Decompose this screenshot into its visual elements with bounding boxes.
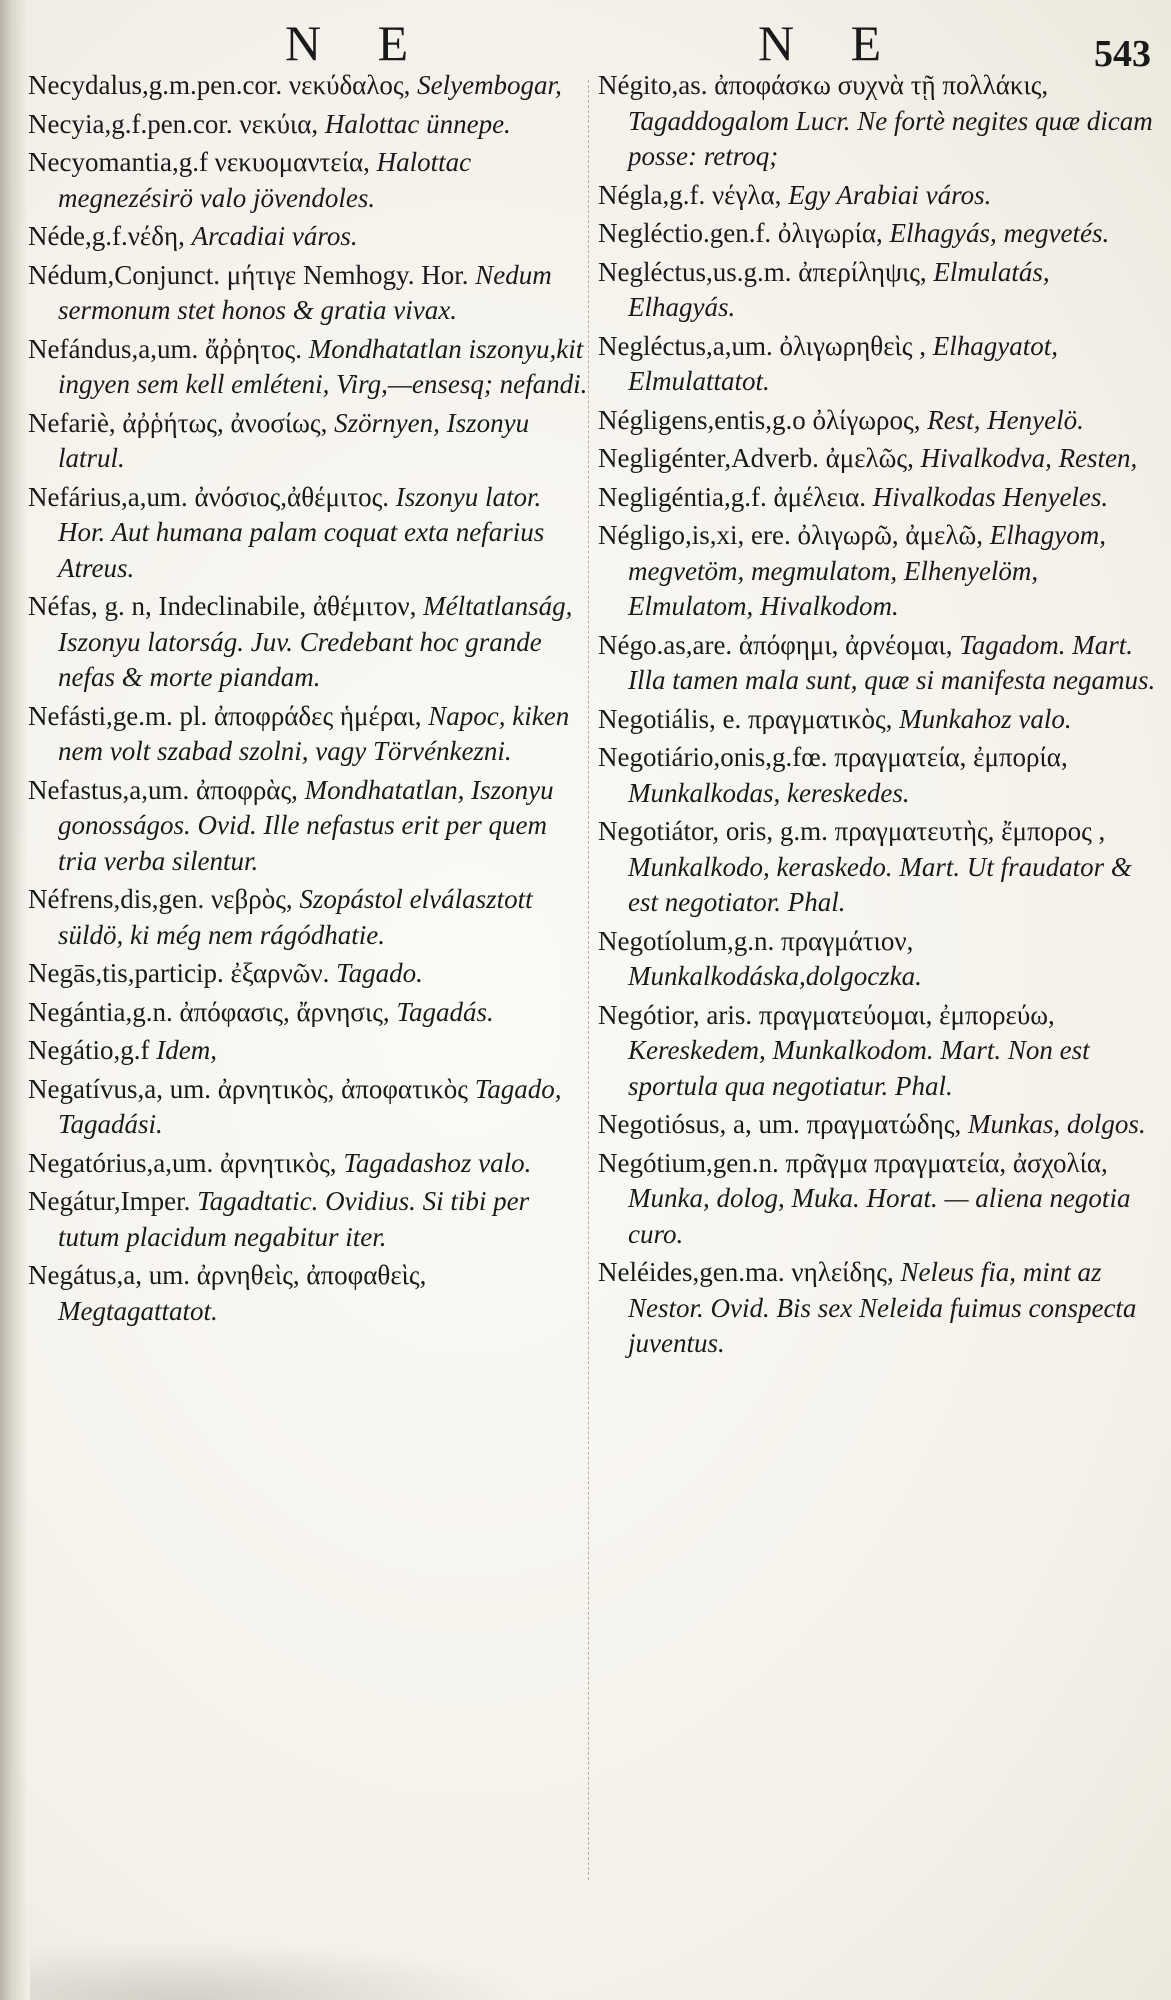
entry-headword: Nefariè, ἀῤῥήτως, ἀνοσίως, (28, 407, 328, 438)
entry-headword: Négligens,entis,g.o ὀλίγωρος, (598, 404, 921, 435)
entry-headword: Negotiósus, a, um. πραγματώδης, (598, 1109, 962, 1139)
dictionary-entry (28, 956, 588, 992)
entry-definition: Munkalkodáska,dolgoczka. (628, 961, 922, 991)
entry-headword: Negátio,g.f (28, 1035, 150, 1065)
dictionary-entry (598, 178, 1158, 214)
dictionary-entry (28, 480, 588, 587)
dictionary-entry (598, 702, 1158, 738)
page-number: 543 (1094, 33, 1151, 75)
entry-definition: Tagadtatic. Ovidius. Si tibi per tutum placidum negabitur iter. (58, 1186, 530, 1252)
entry-headword: Négito,as. ἀποφάσκω συχνὰ τῇ πολλάκις, (598, 70, 1049, 100)
entry-headword: Nédum,Conjunct. μήτιγε Nemhogy. Hor. (28, 259, 469, 290)
entry-headword: Nefándus,a,um. ἄῤῥητος. (28, 333, 302, 364)
entry-headword: Néfas, g. n, Indeclinabile, ἀθέμιτον, (28, 591, 417, 621)
entry-definition: Mondhatatlan, Iszonyu gonosságos. Ovid. Ille nefastus erit per quem tria verba silentur. (58, 774, 554, 876)
book-gutter-shadow (0, 0, 28, 2000)
entry-headword: Néde,g.f.νέδη, (28, 221, 185, 251)
entry-definition: Nedum sermonum stet honos & gratia vivax. (58, 259, 552, 325)
dictionary-entry (598, 68, 1158, 175)
dictionary-entry (28, 589, 588, 696)
entry-definition: Napoc, kiken nem volt szabad szolni, vagy Törvénkezni. (58, 700, 570, 766)
entry-definition: Elhagyom, megvetöm, megmulatom, Elhenyelöm, Elmulatom, Hivalkodom. (628, 520, 1106, 621)
entry-headword: Negotíolum,g.n. πραγμάτιον, (598, 925, 914, 956)
dictionary-entry (598, 740, 1158, 811)
page-header (0, 14, 1171, 74)
entry-definition: Tagadashoz valo. (343, 1147, 532, 1178)
dictionary-entry (598, 1146, 1158, 1253)
entry-headword: Necyia,g.f.pen.cor. νεκύια, (28, 108, 319, 139)
entry-definition: Kereskedem, Munkalkodom. Mart. Non est sportula qua negotiatur. Phal. (628, 1035, 1090, 1101)
entry-definition: Megtagattatot. (58, 1295, 218, 1326)
entry-definition: Egy Arabiai város. (788, 179, 992, 210)
entry-headword: Négo.as,are. ἀπόφημι, ἀρνέομαι, (598, 629, 953, 660)
dictionary-entry (28, 773, 588, 880)
entry-headword: Negátur,Imper. (28, 1186, 191, 1216)
entry-headword: Negligéntia,g.f. ἀμέλεια. (598, 481, 866, 512)
entry-headword: Negligénter,Adverb. ἀμελῶς, (598, 443, 914, 473)
entry-definition: Tagado. (336, 958, 423, 988)
entry-definition: Neleus fia, mint az Nestor. Ovid. Bis sex Neleida fuimus conspecta juventus. (628, 1257, 1137, 1358)
entry-headword: Neléides,gen.ma. νηλείδης, (598, 1257, 894, 1287)
entry-headword: Négla,g.f. νέγλα, (598, 179, 782, 210)
dictionary-entry (28, 219, 588, 255)
dictionary-entry (28, 1146, 588, 1182)
entry-headword: Négligo,is,xi, ere. ὀλιγωρῶ, ἀμελῶ, (598, 520, 984, 550)
entry-definition: Iszonyu lator. Hor. Aut humana palam coquat exta nefarius Atreus. (58, 481, 545, 583)
entry-definition: Elhagyás, megvetés. (889, 218, 1110, 248)
entry-headword: Nefastus,a,um. ἀποφρὰς, (28, 774, 298, 805)
dictionary-entry (28, 258, 588, 329)
dictionary-entry (28, 107, 588, 143)
entry-definition: Halottac ünnepe. (324, 108, 511, 139)
entry-definition: Munka, dolog, Muka. Horat. — aliena negotia curo. (628, 1183, 1131, 1249)
dictionary-entry (28, 1072, 588, 1143)
entry-headword: Negotiális, e. πραγματικὸς, (598, 703, 893, 734)
entry-headword: Necydalus,g.m.pen.cor. νεκύδαλος, (28, 70, 411, 100)
entry-definition: Tagaddogalom Lucr. Ne fortè negites quæ dicam posse: retroq; (628, 105, 1153, 171)
entry-definition: Méltatlanság, Iszonyu latorság. Juv. Credebant hoc grande nefas & morte piandam. (58, 591, 573, 692)
dictionary-entry (28, 699, 588, 770)
dictionary-entry (598, 518, 1158, 625)
entry-definition: Hivalkodas Henyeles. (872, 481, 1109, 512)
dictionary-entry (598, 403, 1158, 439)
entry-definition: Munkalkodas, kereskedes. (628, 777, 910, 808)
dictionary-entry (598, 924, 1158, 995)
entry-definition: Mondhatatlan iszonyu,kit ingyen sem kell emléteni, Virg,—ensesq; nefandi. (58, 333, 588, 399)
entry-definition: Halottac megnezésirö valo jövendoles. (58, 147, 472, 213)
entry-headword: Negotiário,onis,g.fœ. πραγματεία, ἐμπορία, (598, 742, 1068, 772)
entry-definition: Idem, (156, 1035, 217, 1065)
right-running-heading: N E (758, 15, 904, 71)
entry-headword: Negótium,gen.n. πρᾶγμα πραγματεία, ἀσχολία, (598, 1147, 1108, 1178)
dictionary-entry (598, 255, 1158, 326)
dictionary-entry (28, 406, 588, 477)
right-column (598, 68, 1158, 1365)
entry-definition: Tagadom. Mart. Illa tamen mala sunt, quæ si manifesta negamus. (628, 629, 1156, 695)
entry-headword: Negántia,g.n. ἀπόφασις, ἄρνησις, (28, 996, 390, 1027)
entry-headword: Negatórius,a,um. ἀρνητικὸς, (28, 1147, 337, 1178)
dictionary-entry (598, 998, 1158, 1105)
dictionary-entry (28, 1184, 588, 1255)
dictionary-entry (28, 1258, 588, 1329)
dictionary-entry (598, 628, 1158, 699)
left-running-heading: N E (285, 15, 431, 71)
entry-headword: Negotiátor, oris, g.m. πραγματευτὴς, ἔμπορος , (598, 816, 1106, 846)
entry-headword: Negátus,a, um. ἀρνηθεὶς, ἀποφαθεὶς, (28, 1260, 427, 1290)
dictionary-entry (598, 814, 1158, 921)
entry-headword: Negléctus,a,um. ὀλιγωρηθεὶς , (598, 330, 926, 361)
entry-headword: Negatívus,a, um. ἀρνητικὸς, ἀποφατικὸς (28, 1073, 468, 1104)
entry-headword: Néfrens,dis,gen. νεβρὸς, (28, 884, 293, 914)
entry-definition: Arcadiai város. (191, 221, 358, 251)
left-column (28, 68, 588, 1332)
entry-headword: Negléctus,us.g.m. ἀπερίληψις, (598, 256, 927, 287)
dictionary-entry (598, 1255, 1158, 1362)
entry-definition: Munkas, dolgos. (967, 1109, 1146, 1139)
entry-headword: Nefárius,a,um. ἀνόσιος,ἀθέμιτος. (28, 481, 390, 512)
dictionary-entry (598, 329, 1158, 400)
entry-definition: Elhagyatot, Elmulattatot. (628, 330, 1058, 396)
dictionary-entry (28, 68, 588, 104)
entry-definition: Szörnyen, Iszonyu latrul. (58, 407, 530, 473)
entry-headword: Necyomantia,g.f νεκυομαντεία, (28, 147, 370, 177)
entry-headword: Negléctio.gen.f. ὀλιγωρία, (598, 218, 883, 248)
dictionary-entry (28, 145, 588, 216)
entry-definition: Selyembogar, (417, 70, 562, 100)
dictionary-entry (598, 216, 1158, 252)
entry-headword: Negās,tis,particip. ἐξαρνῶν. (28, 958, 330, 988)
entry-headword: Negótior, aris. πραγματεύομαι, ἐμπορεύω, (598, 999, 1055, 1030)
entry-definition: Hivalkodva, Resten, (920, 443, 1138, 473)
dictionary-entry (28, 882, 588, 953)
entry-definition: Szopástol elválasztott süldö, ki még nem rágódhatie. (58, 884, 533, 950)
dictionary-entry (598, 1107, 1158, 1143)
dictionary-entry (598, 441, 1158, 477)
entry-headword: Nefásti,ge.m. pl. ἀποφράδες ἡμέραι, (28, 700, 422, 731)
entry-definition: Rest, Henyelö. (927, 404, 1084, 435)
dictionary-entry (598, 480, 1158, 516)
dictionary-entry (28, 1033, 588, 1069)
page-smudge (30, 1940, 530, 2000)
entry-definition: Munkalkodo, keraskedo. Mart. Ut fraudator & est negotiator. Phal. (628, 851, 1132, 917)
entry-definition: Elmulatás, Elhagyás. (628, 256, 1050, 322)
column-divider (588, 80, 589, 1880)
entry-definition: Munkahoz valo. (899, 703, 1072, 734)
entry-definition: Tagadás. (396, 996, 494, 1027)
entry-definition: Tagado, Tagadási. (58, 1073, 562, 1139)
dictionary-entry (28, 332, 588, 403)
dictionary-entry (28, 995, 588, 1031)
